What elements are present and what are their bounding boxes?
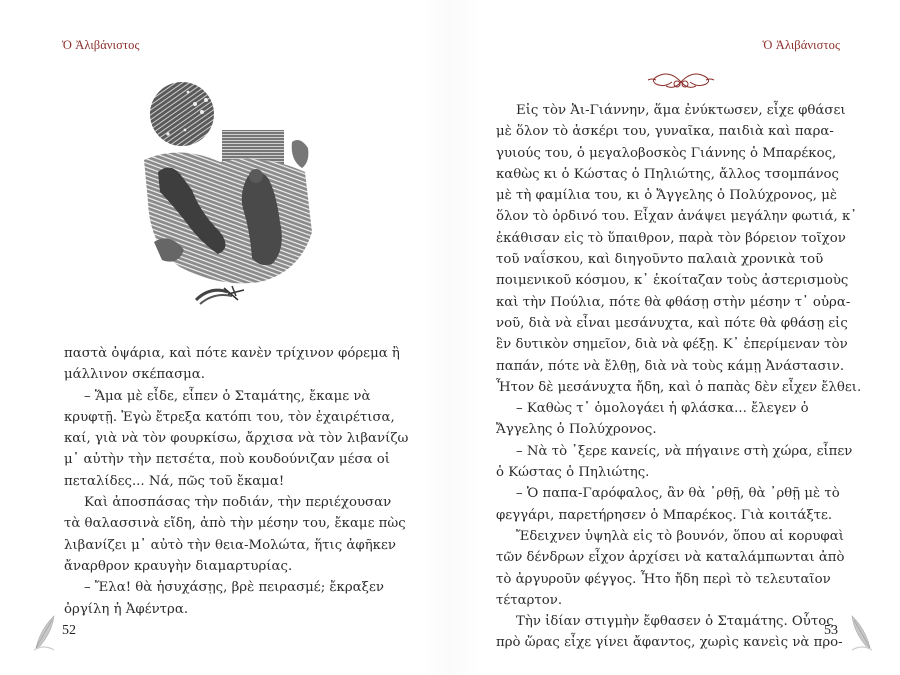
text-line: φεγγάρι, παρετήρησεν ὁ Μπαρέκος. Γιὰ κοιτάξτε. [496, 507, 833, 523]
text-line: ἐκάθισαν εἰς τὸ ὕπαιθρον, παρὰ τὸν βόρειον τοῖχον [496, 230, 846, 246]
text-line: μὲ ὅλον τὸ ἀσκέρι του, γυναῖκα, παιδιὰ καὶ παρα- [496, 124, 834, 140]
bird [292, 140, 309, 168]
text-line: πεταλίδες... Νά, πῶς τοῦ ἔκαμα! [64, 473, 285, 489]
text-line: τὸ ἀργυροῦν φέγγος. Ἦτο ἤδη περὶ τὸ τελευταῖον [496, 571, 831, 587]
text-line: παστὰ ὀψάρια, καὶ πότε κανὲν τρίχινον φόρεμα ἢ [64, 346, 400, 361]
right-page [450, 0, 900, 675]
text-line: τέταρτον. [496, 592, 563, 608]
flourish-ornament-icon [646, 68, 716, 92]
text-line: ὅλον τὸ ὀρδινό του. Εἶχαν ἀνάψει μεγάλην φωτιά, κ᾽ [496, 209, 857, 225]
text-line: – Νὰ τὸ ᾽ξερε κανείς, νὰ πήγαινε στὴ χώρα, εἶπεν [516, 443, 853, 459]
text-line: λιβανίζει μ᾽ αὐτὸ τὴν θεια-Μολώτα, ἥτις ἀφῆκεν [64, 537, 396, 553]
text-line: κρυφτῇ. Ἐγὼ ἔτρεξα κατόπι του, τὸν ἐχαιρέτισα, [64, 409, 395, 425]
woodcut-illustration [140, 82, 320, 310]
text-line: ὁ Κώστας ὁ Πηλιώτης. [496, 465, 650, 481]
quill-feather-icon [28, 612, 58, 652]
running-head-right: Ὁ Ἀλιβάνιστος [762, 38, 840, 52]
text-line: νοῦ, διὰ νὰ εἶναι μεσάνυχτα, καὶ πότε θὰ φθάσῃ εἰς [496, 315, 848, 331]
text-line: καί, γιὰ νὰ τὸν φουρκίσω, ἄρχισα νὰ τὸν λιβανίζω [64, 431, 409, 447]
text-line: Τὴν ἰδίαν στιγμὴν ἔφθασεν ὁ Σταμάτης. Οὗτος [516, 614, 834, 630]
page-number-left: 52 [62, 623, 76, 638]
gutter-shadow [420, 0, 450, 675]
text-line: τοῦ ναΐσκου, καὶ διηγοῦντο παλαιὰ χρονικὰ τοῦ [496, 252, 824, 268]
text-line: μάλλινον σκέπασμα. [64, 367, 206, 383]
text-line: Ἔδειχνεν ὑψηλὰ εἰς τὸ βουνόν, ὅπου αἱ κορυφαὶ [516, 528, 844, 544]
text-line: πρὸ ὥρας εἶχε γίνει ἄφαντος, χωρὶς κανεὶς νὰ προ- [496, 635, 843, 651]
text-line: ὀργίλη ἡ Ἀφέντρα. [64, 601, 189, 617]
text-line: ἓν δυτικὸν σημεῖον, διὰ νὰ φέξῃ. Κ᾽ ἐπερίμεναν τὸν [496, 337, 848, 353]
text-line: Ἦτον δὲ μεσάνυχτα ἤδη, καὶ ὁ παπὰς δὲν εἶχεν ἔλθει. [496, 379, 862, 395]
text-line: καὶ τὴν Πούλια, πότε θὰ φθάσῃ στὴν μέσην τ᾽ οὐρα- [496, 294, 851, 310]
text-line: μὲ τὴ φαμίλια του, κι ὁ Ἄγγελης ὁ Πολύχρονος, μὲ [496, 188, 838, 204]
page-number-right: 53 [824, 623, 838, 638]
text-line: ἄναρθρον κραυγὴν διαμαρτυρίας. [64, 558, 293, 574]
moon-disc [150, 82, 214, 146]
text-line: Εἰς τὸν Ἀι-Γιάννην, ἅμα ἐνύκτωσεν, εἶχε φθάσει [516, 103, 846, 118]
text-line: – Ἅμα μὲ εἶδε, εἶπεν ὁ Σταμάτης, ἔκαμε νὰ [84, 388, 371, 404]
text-line: ποιμενικοῦ κόσμου, κ᾽ ἐκοίταζαν τοὺς ἀστερισμοὺς [496, 273, 849, 289]
text-line: τῶν δένδρων εἶχον ἀρχίσει νὰ καταλάμπωνται ἀπὸ [496, 550, 845, 566]
text-line: παπάν, πότε νὰ ἔλθῃ, διὰ νὰ τοὺς κάμῃ Ἀνάστασιν. [496, 358, 845, 374]
text-line: τὰ θαλασσινὰ εἴδη, ἀπὸ τὴν μέσην του, ἔκαμε πὼς [64, 516, 406, 532]
running-head-left: Ὁ Ἀλιβάνιστος [62, 38, 140, 52]
wheat-sprig-icon [196, 286, 244, 304]
text-line: Ἄγγελης ὁ Πολύχρονος. [496, 422, 657, 438]
body-text-left [64, 343, 409, 620]
text-line: Καὶ ἀποσπάσας τὴν ποδιάν, τὴν περιέχουσαν [84, 495, 392, 511]
text-line: γυιούς του, ὁ μεγαλοβοσκὸς Γιάννης ὁ Μπαρέκος, [496, 145, 837, 161]
text-line: καθὼς κι ὁ Κώστας ὁ Πηλιώτης, ἄλλος τσομπάνος [496, 166, 840, 182]
gutter-shadow [450, 0, 480, 675]
quill-feather-icon [848, 612, 878, 652]
text-line: – Ἔλα! θὰ ἡσυχάσῃς, βρὲ πειρασμέ; ἔκραξεν [84, 580, 384, 596]
text-line: – Ὁ παπα-Γαρόφαλος, ἂν θὰ ᾽ρθῇ, θὰ ᾽ρθῇ μὲ τὸ [516, 486, 840, 502]
text-line: μ᾽ αὐτὴν τὴν πετσέτα, ποὺ κουδούνιζαν μέσα οἱ [64, 452, 390, 468]
text-line: – Καθὼς τ᾽ ὁμολογάει ἡ φλάσκα... ἔλεγεν ὁ [516, 401, 809, 417]
